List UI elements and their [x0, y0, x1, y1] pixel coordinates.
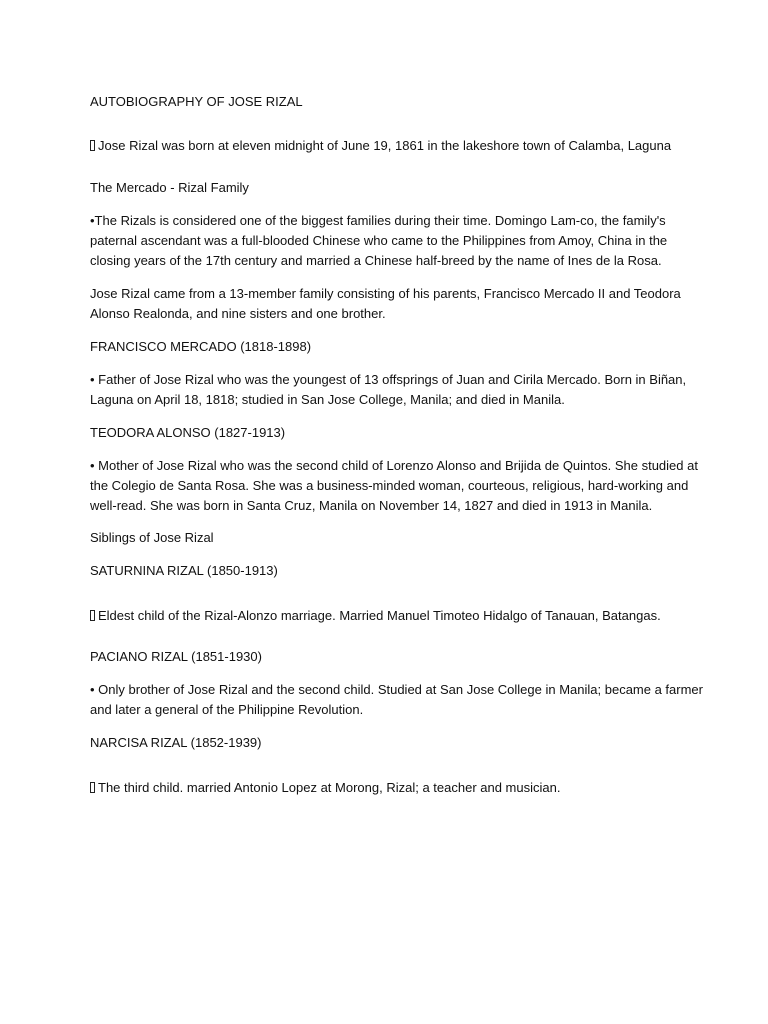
missing-glyph-icon — [90, 782, 95, 793]
paragraph-line: Jose Rizal came from a 13-member family consisting of his parents, Francisco Mercado II and Teodora — [90, 286, 681, 301]
document-title: AUTOBIOGRAPHY OF JOSE RIZAL — [90, 94, 303, 109]
narcisa-text: The third child. married Antonio Lopez at Morong, Rizal; a teacher and musician. — [98, 780, 561, 795]
paragraph-line: the Colegio de Santa Rosa. She was a business-minded woman, courteous, religious, hard-working and — [90, 478, 689, 493]
paragraph-line: and later a general of the Philippine Revolution. — [90, 702, 364, 717]
paragraph-line: well-read. She was born in Santa Cruz, Manila on November 14, 1827 and died in 1913 in Manila. — [90, 498, 653, 513]
family-heading: The Mercado - Rizal Family — [90, 180, 249, 195]
paragraph-line: Laguna on April 18, 1818; studied in San Jose College, Manila; and died in Manila. — [90, 392, 565, 407]
birth-paragraph — [90, 136, 671, 156]
birth-text: Jose Rizal was born at eleven midnight of June 19, 1861 in the lakeshore town of Calamba, Laguna — [98, 138, 672, 153]
missing-glyph-icon — [90, 610, 95, 621]
teodora-heading: TEODORA ALONSO (1827-1913) — [90, 425, 286, 440]
paragraph-line: closing years of the 17th century and married a Chinese half-breed by the name of Ines de la Rosa. — [90, 253, 662, 268]
siblings-heading: Siblings of Jose Rizal — [90, 530, 214, 545]
narcisa-paragraph — [90, 778, 560, 798]
paragraph-line: • Mother of Jose Rizal who was the second child of Lorenzo Alonso and Brijida de Quintos. She studied at — [90, 458, 698, 473]
narcisa-heading: NARCISA RIZAL (1852-1939) — [90, 735, 262, 750]
teodora-paragraph — [90, 456, 698, 516]
family-paragraph — [90, 211, 686, 271]
saturnina-heading: SATURNINA RIZAL (1850-1913) — [90, 563, 278, 578]
francisco-paragraph — [90, 370, 686, 410]
missing-glyph-icon — [90, 140, 95, 151]
saturnina-text: Eldest child of the Rizal-Alonzo marriage. Married Manuel Timoteo Hidalgo of Tanauan, Batangas. — [98, 608, 661, 623]
paragraph-line: • Father of Jose Rizal who was the youngest of 13 offsprings of Juan and Cirila Mercado. Born in Biñan, — [90, 372, 687, 387]
paragraph-line: • Only brother of Jose Rizal and the second child. Studied at San Jose College in Manila; became a farmer — [90, 682, 703, 697]
paragraph-line: paternal ascendant was a full-blooded Chinese who came to the Philippines from Amoy, China in the — [90, 233, 668, 248]
paragraph-line: •The Rizals is considered one of the biggest families during their time. Domingo Lam-co, the family's — [90, 213, 666, 228]
saturnina-paragraph — [90, 606, 661, 626]
paciano-heading: PACIANO RIZAL (1851-1930) — [90, 649, 262, 664]
members-paragraph — [90, 284, 686, 324]
paragraph-line: Alonso Realonda, and nine sisters and one brother. — [90, 306, 386, 321]
francisco-heading: FRANCISCO MERCADO (1818-1898) — [90, 339, 312, 354]
paciano-paragraph — [90, 680, 703, 720]
